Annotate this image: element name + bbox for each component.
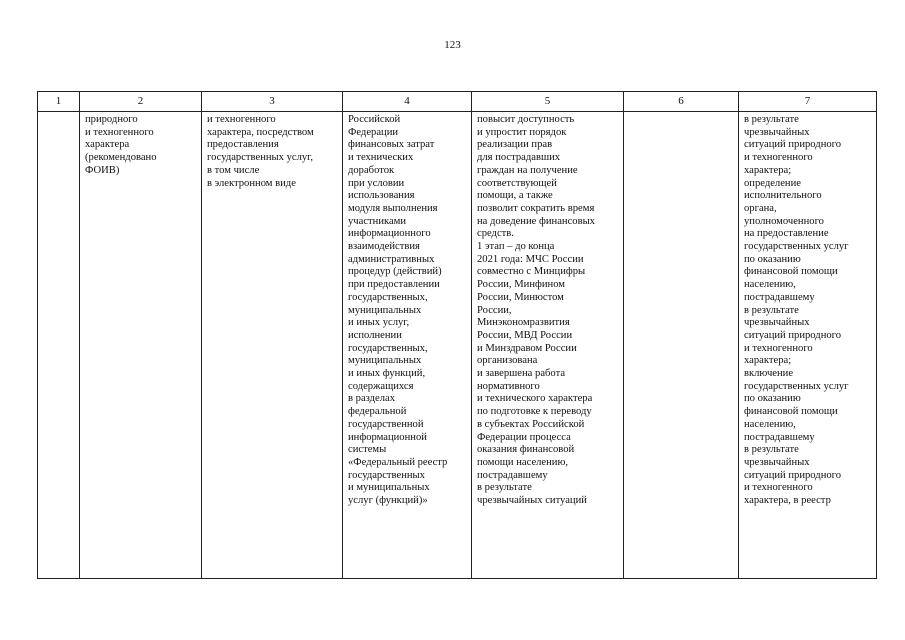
cell-text-line: муниципальных bbox=[348, 355, 422, 367]
cell-text-line: и иных услуг, bbox=[348, 317, 410, 329]
cell-text-line: пострадавшему bbox=[477, 469, 548, 481]
table-cell-3 bbox=[202, 112, 343, 579]
cell-text-line: государственных bbox=[348, 469, 425, 481]
cell-text-line: и упростит порядок bbox=[477, 126, 567, 138]
cell-text-line: государственных, bbox=[348, 342, 428, 354]
cell-text-line: «Федеральный реестр bbox=[348, 456, 448, 468]
cell-text-line: характера; bbox=[744, 355, 792, 367]
table-row bbox=[38, 112, 877, 579]
cell-text-line: системы bbox=[348, 444, 387, 456]
column-header: 7 bbox=[739, 92, 877, 112]
cell-text-line: взаимодействия bbox=[348, 241, 420, 253]
cell-text-line: характера, посредством bbox=[207, 126, 314, 138]
column-header: 6 bbox=[624, 92, 739, 112]
cell-text-line: при предоставлении bbox=[348, 279, 440, 291]
cell-text-line: государственной bbox=[348, 418, 424, 430]
cell-text-line: чрезвычайных bbox=[744, 317, 810, 329]
column-header: 5 bbox=[472, 92, 624, 112]
cell-text-line: характера, в реестр bbox=[744, 495, 831, 507]
table-cell-6 bbox=[624, 112, 739, 579]
cell-text-line: в электронном виде bbox=[207, 177, 296, 189]
cell-text-line: чрезвычайных ситуаций bbox=[477, 495, 587, 507]
cell-text-line: организована bbox=[477, 355, 538, 367]
cell-text-line: в результате bbox=[744, 114, 799, 125]
column-header: 2 bbox=[80, 92, 202, 112]
cell-text-line: Минэкономразвития bbox=[477, 317, 570, 329]
cell-text-line: предоставления bbox=[207, 139, 279, 151]
cell-text-line: России, bbox=[477, 304, 512, 316]
cell-text-line: по подготовке к переводу bbox=[477, 406, 592, 418]
cell-text-line: информационного bbox=[348, 228, 431, 240]
cell-text-line: и техногенного bbox=[744, 152, 813, 164]
table-cell-7 bbox=[739, 112, 877, 579]
cell-text-line: средств. bbox=[477, 228, 514, 240]
cell-text-line: административных bbox=[348, 253, 435, 265]
cell-text-line: и технического характера bbox=[477, 393, 593, 405]
cell-text-line: муниципальных bbox=[348, 304, 422, 316]
cell-text-line: пострадавшему bbox=[744, 291, 815, 303]
cell-text-line: чрезвычайных bbox=[744, 456, 810, 468]
cell-text-line: и техногенного bbox=[207, 114, 276, 125]
cell-text-line: 2021 года: МЧС России bbox=[477, 253, 584, 265]
cell-text-line: в разделах bbox=[348, 393, 396, 405]
cell-text-line: услуг (функций)» bbox=[348, 495, 428, 507]
cell-text-line: России, Минюстом bbox=[477, 291, 564, 303]
cell-text-line: по оказанию bbox=[744, 253, 801, 265]
cell-text-line: на доведение финансовых bbox=[477, 215, 595, 227]
cell-text-line: населению, bbox=[744, 279, 796, 291]
cell-text-line: в результате bbox=[477, 482, 532, 494]
cell-text-line: процедур (действий) bbox=[348, 266, 442, 278]
cell-text-line: государственных, bbox=[348, 291, 428, 303]
cell-text-line: определение bbox=[744, 177, 801, 189]
cell-text-line: доработок bbox=[348, 164, 395, 176]
cell-text-line: содержащихся bbox=[348, 380, 414, 392]
cell-text-line: уполномоченного bbox=[744, 215, 824, 227]
document-table bbox=[37, 91, 877, 579]
cell-text-line: для пострадавших bbox=[477, 152, 561, 164]
cell-text-line: и техногенного bbox=[85, 126, 154, 138]
cell-text-line: и техногенного bbox=[744, 342, 813, 354]
cell-text-line: соответствующей bbox=[477, 177, 557, 189]
cell-text-line: природного bbox=[85, 114, 138, 125]
cell-text-line: финансовой помощи bbox=[744, 266, 838, 278]
cell-text-line: 1 этап – до конца bbox=[477, 241, 555, 253]
column-header: 1 bbox=[38, 92, 80, 112]
cell-text-line: ситуаций природного bbox=[744, 469, 842, 481]
cell-text-line: федеральной bbox=[348, 406, 407, 418]
cell-text-line: информационной bbox=[348, 431, 427, 443]
column-header: 3 bbox=[202, 92, 343, 112]
cell-text-line: помощи, а также bbox=[477, 190, 553, 202]
cell-text-line: ситуаций природного bbox=[744, 139, 842, 151]
cell-text-line: России, Минфином bbox=[477, 279, 565, 291]
cell-text-line: позволит сократить время bbox=[477, 202, 595, 214]
cell-text-line: и Минздравом России bbox=[477, 342, 577, 354]
cell-text-line: при условии bbox=[348, 177, 405, 189]
cell-text-line: финансовых затрат bbox=[348, 139, 435, 151]
cell-text-line: помощи населению, bbox=[477, 456, 569, 468]
cell-text-line: на предоставление bbox=[744, 228, 829, 240]
cell-text-line: в результате bbox=[744, 444, 799, 456]
cell-text-line: реализации прав bbox=[477, 139, 553, 151]
table-header-row bbox=[38, 92, 877, 112]
cell-text-line: по оказанию bbox=[744, 393, 801, 405]
cell-text-line: (рекомендовано bbox=[85, 152, 157, 164]
cell-text-line: в результате bbox=[744, 304, 799, 316]
cell-text-line: населению, bbox=[744, 418, 796, 430]
cell-text-line: России, МВД России bbox=[477, 329, 573, 341]
cell-text-line: государственных услуг bbox=[744, 241, 849, 253]
table-cell-4 bbox=[343, 112, 472, 579]
cell-text-line: Федерации bbox=[348, 126, 399, 138]
cell-text-line: государственных услуг bbox=[744, 380, 849, 392]
cell-text-line: исполнении bbox=[348, 329, 402, 341]
cell-text-line: и технических bbox=[348, 152, 414, 164]
cell-text-line: и техногенного bbox=[744, 482, 813, 494]
table-cell-1 bbox=[38, 112, 80, 579]
cell-text-line: финансовой помощи bbox=[744, 406, 838, 418]
column-header: 4 bbox=[343, 92, 472, 112]
cell-text-line: Федерации процесса bbox=[477, 431, 571, 443]
cell-text-line: и завершена работа bbox=[477, 368, 566, 380]
cell-text-line: в том числе bbox=[207, 164, 260, 176]
cell-text-line: граждан на получение bbox=[477, 164, 578, 176]
cell-text-line: государственных услуг, bbox=[207, 152, 313, 164]
cell-text-line: исполнительного bbox=[744, 190, 822, 202]
cell-text-line: участниками bbox=[348, 215, 407, 227]
cell-text-line: включение bbox=[744, 368, 794, 380]
cell-text-line: нормативного bbox=[477, 380, 540, 392]
cell-text-line: чрезвычайных bbox=[744, 126, 810, 138]
page-number: 123 bbox=[444, 39, 461, 51]
table-cell-5 bbox=[472, 112, 624, 579]
cell-text-line: в субъектах Российской bbox=[477, 418, 585, 430]
table-cell-2 bbox=[80, 112, 202, 579]
cell-text-line: совместно с Минцифры bbox=[477, 266, 586, 278]
cell-text-line: ситуаций природного bbox=[744, 329, 842, 341]
cell-text-line: и муниципальных bbox=[348, 482, 430, 494]
cell-text-line: и иных функций, bbox=[348, 368, 426, 380]
cell-text-line: повысит доступность bbox=[477, 114, 575, 125]
cell-text-line: модуля выполнения bbox=[348, 202, 438, 214]
cell-text-line: использования bbox=[348, 190, 415, 202]
cell-text-line: Российской bbox=[348, 114, 401, 125]
cell-text-line: ФОИВ) bbox=[85, 164, 120, 176]
cell-text-line: характера; bbox=[744, 164, 792, 176]
cell-text-line: характера bbox=[85, 139, 130, 151]
cell-text-line: оказания финансовой bbox=[477, 444, 575, 456]
cell-text-line: органа, bbox=[744, 202, 777, 214]
cell-text-line: пострадавшему bbox=[744, 431, 815, 443]
